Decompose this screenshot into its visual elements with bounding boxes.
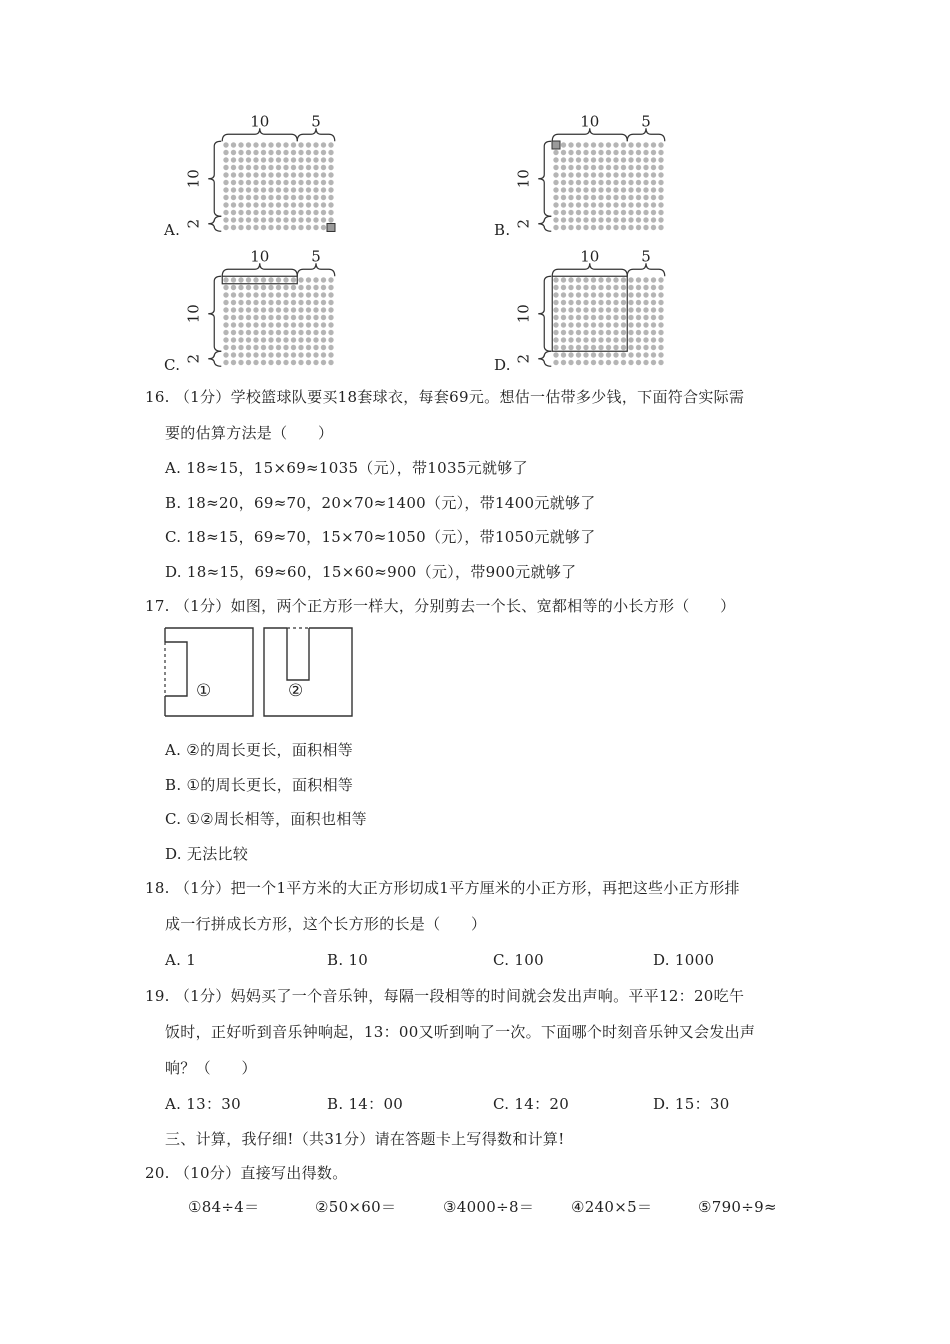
svg-text:5: 5 [311, 247, 321, 266]
dot-array-figure [178, 243, 350, 373]
q20-item-2: ②50×60＝ [315, 1198, 397, 1216]
q16-stem-line2: 要的估算方法是（ ） [165, 424, 334, 442]
svg-text:10: 10 [514, 304, 533, 324]
svg-text:10: 10 [580, 112, 600, 131]
option-label: A. [164, 221, 181, 239]
q19-stem-line3: 响？（ ） [165, 1059, 257, 1077]
svg-text:10: 10 [184, 304, 203, 324]
q19-stem-line2: 饭时，正好听到音乐钟响起，13：00又听到响了一次。下面哪个时刻音乐钟又会发出声 [165, 1023, 756, 1041]
q18-option-d: D. 1000 [653, 951, 715, 969]
q16-option-d: D. 18≈15，69≈60，15×60≈900（元），带900元就够了 [165, 563, 577, 581]
svg-text:10: 10 [250, 112, 270, 131]
q16-option-c: C. 18≈15，69≈70，15×70≈1050（元），带1050元就够了 [165, 528, 596, 546]
option-label: B. [494, 221, 511, 239]
q17-option-b: B. ①的周长更长，面积相等 [165, 776, 354, 794]
q20-item-4: ④240×5＝ [571, 1198, 653, 1216]
q17-figure-2 [263, 627, 353, 717]
svg-text:5: 5 [311, 112, 321, 131]
q15-option-d [490, 243, 680, 373]
dot-array-figure [508, 243, 680, 373]
svg-text:10: 10 [580, 247, 600, 266]
dot-array-figure [178, 108, 350, 238]
q15-option-a [160, 108, 350, 238]
square-cut-top-figure [263, 627, 353, 717]
q18-option-c: C. 100 [493, 951, 544, 969]
svg-text:5: 5 [641, 247, 651, 266]
dot-array-figure [508, 108, 680, 238]
q16-option-a: A. 18≈15，15×69≈1035（元），带1035元就够了 [165, 459, 528, 477]
q20-item-1: ①84÷4＝ [188, 1198, 260, 1216]
svg-text:10: 10 [250, 247, 270, 266]
svg-text:2: 2 [514, 218, 533, 229]
q16-stem-line1: 16. （1分）学校篮球队要买18套球衣，每套69元。想估一估带多少钱，下面符合实际需 [145, 388, 745, 406]
q15-option-c [160, 243, 350, 373]
svg-text:10: 10 [184, 169, 203, 189]
q15-option-b [490, 108, 680, 238]
q20-stem: 20. （10分）直接写出得数。 [145, 1164, 348, 1182]
q20-item-3: ③4000÷8＝ [443, 1198, 535, 1216]
q17-figure-1 [164, 627, 254, 717]
svg-text:5: 5 [641, 112, 651, 131]
q18-option-a: A. 1 [165, 951, 197, 969]
q19-option-b: B. 14：00 [327, 1095, 404, 1113]
square-cut-side-figure [164, 627, 254, 717]
q19-stem-line1: 19. （1分）妈妈买了一个音乐钟，每隔一段相等的时间就会发出声响。平平12：20吃午 [145, 987, 745, 1005]
q19-option-d: D. 15：30 [653, 1095, 730, 1113]
svg-text:2: 2 [514, 353, 533, 364]
svg-text:2: 2 [184, 218, 203, 229]
svg-text:2: 2 [184, 353, 203, 364]
q20-item-5: ⑤790÷9≈ [698, 1198, 777, 1216]
figure-label-2: ② [288, 681, 304, 701]
q16-option-b: B. 18≈20，69≈70，20×70≈1400（元），带1400元就够了 [165, 494, 596, 512]
option-label: D. [494, 356, 511, 374]
section-heading: 三、计算，我仔细!（共31分）请在答题卡上写得数和计算! [165, 1130, 565, 1148]
q17-stem: 17. （1分）如图，两个正方形一样大，分别剪去一个长、宽都相等的小长方形（ ） [145, 597, 736, 615]
option-label: C. [164, 356, 181, 374]
q19-option-a: A. 13：30 [165, 1095, 241, 1113]
q17-option-d: D. 无法比较 [165, 845, 249, 863]
q19-option-c: C. 14：20 [493, 1095, 570, 1113]
q18-stem-line1: 18. （1分）把一个1平方米的大正方形切成1平方厘米的小正方形，再把这些小正方形排 [145, 879, 740, 897]
q18-stem-line2: 成一行拼成长方形，这个长方形的长是（ ） [165, 915, 487, 933]
q17-option-c: C. ①②周长相等，面积也相等 [165, 810, 367, 828]
svg-text:10: 10 [514, 169, 533, 189]
q18-option-b: B. 10 [327, 951, 369, 969]
q17-option-a: A. ②的周长更长，面积相等 [165, 741, 354, 759]
figure-label-1: ① [196, 681, 212, 701]
